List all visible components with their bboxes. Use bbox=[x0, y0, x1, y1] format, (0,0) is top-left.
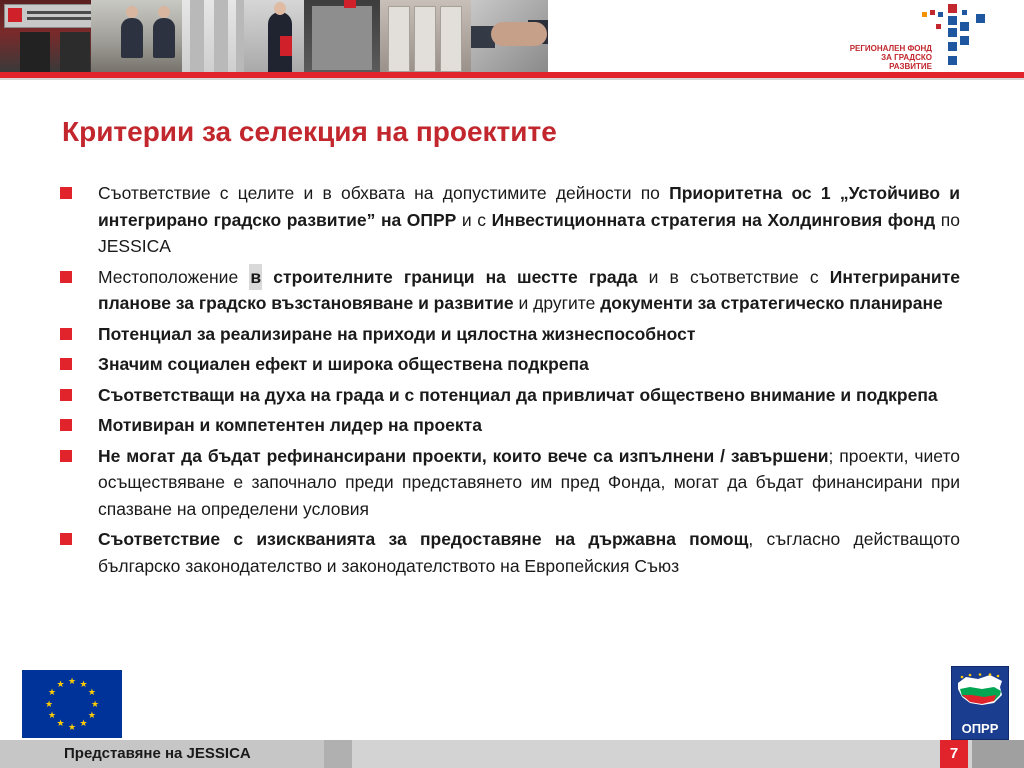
bold-text: Не могат да бъдат рефинансирани проекти, които вече са изпълнени / завършени bbox=[98, 445, 829, 466]
bold-text: документи за стратегическо планиране bbox=[600, 293, 943, 313]
handshake-photo bbox=[471, 0, 548, 72]
logo-text-line-1: РЕГИОНАЛЕН ФОНД bbox=[849, 44, 932, 53]
footer-end-segment bbox=[972, 740, 1024, 768]
criteria-list bbox=[60, 180, 960, 583]
bold-text: Инвестиционната стратегия на Холдинговия фонд bbox=[491, 209, 936, 230]
bulgaria-map-icon bbox=[956, 673, 1004, 709]
bullet-square-icon bbox=[60, 419, 72, 431]
text: Местоположение bbox=[98, 266, 250, 287]
page-number: 7 bbox=[940, 740, 968, 768]
eu-star-icon: ★ bbox=[48, 687, 57, 697]
bullet-square-icon bbox=[60, 187, 72, 199]
text: и с bbox=[456, 209, 492, 230]
oprr-logo bbox=[951, 666, 1009, 740]
text: и другите bbox=[513, 293, 601, 313]
bank-sign bbox=[4, 4, 91, 28]
bold-text: Мотивиран и компетентен лидер на проекта bbox=[98, 415, 482, 435]
eu-star-icon: ★ bbox=[67, 675, 77, 686]
header-grey-rule bbox=[0, 78, 1024, 80]
bullet-square-icon bbox=[60, 271, 72, 283]
criteria-item bbox=[60, 351, 960, 378]
businessmen-photo bbox=[91, 0, 182, 72]
eu-star-icon: ★ bbox=[48, 710, 57, 720]
header-photo-strip bbox=[0, 0, 548, 72]
criteria-item bbox=[60, 264, 960, 317]
criteria-item bbox=[60, 443, 960, 523]
bullet-square-icon bbox=[60, 450, 72, 462]
office-entrance-photo bbox=[304, 0, 380, 72]
slide-title: Критерии за селекция на проектите bbox=[62, 116, 557, 147]
eu-star-icon: ★ bbox=[79, 718, 88, 729]
criteria-item bbox=[60, 180, 960, 260]
bold-text: Значим социален ефект и широка обществена подкрепа bbox=[98, 354, 589, 374]
criteria-item bbox=[60, 412, 960, 439]
criteria-item bbox=[60, 382, 960, 409]
bold-text: строителните граници на шестте града bbox=[262, 266, 638, 287]
bold-text: Потенциал за реализиране на приходи и цялостна жизнеспособност bbox=[98, 323, 696, 344]
footer-title: Представяне на JESSICA bbox=[64, 745, 251, 762]
building-columns-photo bbox=[182, 0, 244, 72]
urban-development-fund-logo bbox=[849, 2, 1016, 71]
bullet-square-icon bbox=[60, 358, 72, 370]
bullet-square-icon bbox=[60, 328, 72, 340]
bold-text: в bbox=[249, 264, 262, 291]
eu-star-icon: ★ bbox=[67, 721, 77, 732]
footer-divider-segment bbox=[324, 740, 352, 768]
logo-text-line-2: ЗА ГРАДСКО bbox=[881, 53, 932, 62]
bold-text: Приоритетна ос 1 „Устойчиво и интегрирано градско развитие” на ОПРР bbox=[98, 183, 960, 230]
eu-flag-logo bbox=[22, 670, 122, 738]
eu-star-icon: ★ bbox=[56, 678, 65, 689]
bank-branch-photo bbox=[0, 0, 91, 72]
eu-star-icon: ★ bbox=[56, 718, 65, 729]
eu-star-icon: ★ bbox=[79, 678, 88, 689]
bullet-square-icon bbox=[60, 389, 72, 401]
text: , съгласно действащото българско законодателство и законодателството на Европейския Съюз bbox=[98, 529, 960, 576]
logo-text-line-3: РАЗВИТИЕ bbox=[889, 62, 932, 71]
bold-text: Съответствие с изискванията за предоставяне на държавна помощ bbox=[98, 529, 749, 549]
criteria-item bbox=[60, 321, 960, 348]
archive-drawers-photo bbox=[380, 0, 471, 72]
text: по JESSICA bbox=[98, 209, 960, 256]
eu-star-icon: ★ bbox=[44, 698, 54, 709]
text: ; проекти, чието осъществяване е започнало преди представянето им пред Фонда, могат да бъдат финансирани при спазване на определени условия bbox=[98, 445, 960, 519]
businesswoman-photo bbox=[244, 0, 304, 72]
oprr-label: ОПРР bbox=[961, 721, 999, 736]
eu-star-icon: ★ bbox=[90, 698, 100, 709]
eu-star-icon: ★ bbox=[87, 710, 96, 720]
eu-star-icon: ★ bbox=[87, 687, 96, 697]
bold-text: Интегрираните планове за градско възстановяване и развитие bbox=[98, 266, 960, 313]
bold-text: Съответстващи на духа на града и с потенциал да привличат обществено внимание и подкрепа bbox=[98, 384, 938, 405]
text: и в съответствие с bbox=[637, 266, 830, 287]
text: Съответствие с целите и в обхвата на допустимите дейности по bbox=[98, 183, 670, 203]
criteria-item bbox=[60, 526, 960, 579]
bullet-square-icon bbox=[60, 533, 72, 545]
